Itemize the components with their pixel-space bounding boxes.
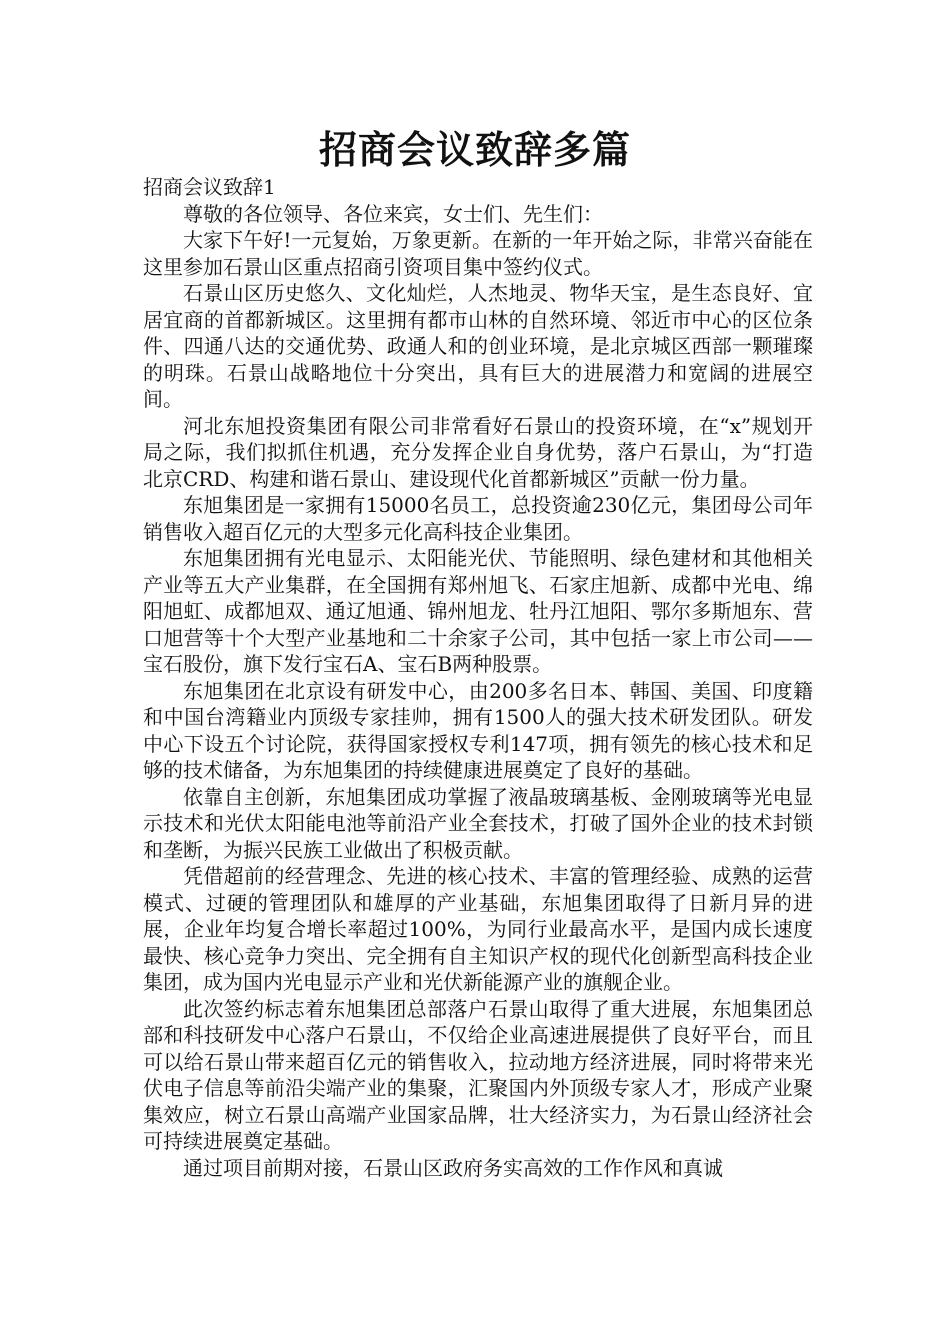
paragraph-growth: 凭借超前的经营理念、先进的核心技术、丰富的管理经验、成熟的运营模式、过硬的管理团队和雄厚的产业基础，东旭集团取得了日新月异的进展，企业年均复合增长率超过100%，为同行业最高水平，是国内成长速度最快、核心竞争力突出、完全拥有自主知识产权的现代化创新型高科技企业集团，成为国内光电显示产业和光伏新能源产业的旗舰企业。 bbox=[143, 864, 813, 994]
section-heading: 招商会议致辞1 bbox=[143, 175, 276, 199]
paragraph-greeting: 大家下午好!一元复始，万象更新。在新的一年开始之际，非常兴奋能在这里参加石景山区重点招商引资项目集中签约仪式。 bbox=[143, 228, 813, 279]
paragraph-group-overview: 东旭集团是一家拥有15000名员工，总投资逾230亿元，集团母公司年销售收入超百亿元的大型多元化高科技企业集团。 bbox=[143, 493, 813, 544]
paragraph-innovation: 依靠自主创新，东旭集团成功掌握了液晶玻璃基板、金刚玻璃等光电显示技术和光伏太阳能电池等前沿产业全套技术，打破了国外企业的技术封锁和垄断，为振兴民族工业做出了积极贡献。 bbox=[143, 784, 813, 862]
document-body bbox=[143, 174, 813, 1181]
paragraph-district-intro: 石景山区历史悠久、文化灿烂，人杰地灵、物华天宝，是生态良好、宜居宜商的首都新城区。这里拥有都市山林的自然环境、邻近市中心的区位条件、四通八达的交通优势、政通人和的创业环境，是北京城区西部一颗璀璨的明珠。石景山战略地位十分突出，具有巨大的进展潜力和宽阔的进展空间。 bbox=[143, 281, 813, 411]
paragraph-cooperation: 通过项目前期对接，石景山区政府务实高效的工作作风和真诚 bbox=[183, 1155, 723, 1180]
paragraph-industry-clusters: 东旭集团拥有光电显示、太阳能光伏、节能照明、绿色建材和其他相关产业等五大产业集群，在全国拥有郑州旭飞、石家庄旭新、成都中光电、绵阳旭虹、成都旭双、通辽旭通、锦州旭龙、牡丹江旭阳、鄂尔多斯旭东、营口旭营等十个大型产业基地和二十余家子公司，其中包括一家上市公司——宝石股份，旗下发行宝石A、宝石B两种股票。 bbox=[143, 546, 813, 676]
document-title: 招商会议致辞多篇 bbox=[318, 127, 631, 172]
paragraph-investment-intent: 河北东旭投资集团有限公司非常看好石景山的投资环境，在“x”规划开局之际，我们拟抓住机遇，充分发挥企业自身优势，落户石景山，为“打造北京CRD、构建和谐石景山、建设现代化首都新城区”贡献一份力量。 bbox=[143, 413, 813, 491]
paragraph-signing-significance: 此次签约标志着东旭集团总部落户石景山取得了重大进展，东旭集团总部和科技研发中心落户石景山，不仅给企业高速进展提供了良好平台，而且可以给石景山带来超百亿元的销售收入，拉动地方经济进展，同时将带来光伏电子信息等前沿尖端产业的集聚，汇聚国内外顶级专家人才，形成产业聚集效应，树立石景山高端产业国家品牌，壮大经济实力，为石景山经济社会可持续进展奠定基础。 bbox=[143, 996, 813, 1153]
paragraph-salutation: 尊敬的各位领导、各位来宾，女士们、先生们： bbox=[183, 201, 603, 226]
paragraph-rd-center: 东旭集团在北京设有研发中心，由200多名日本、韩国、美国、印度籍和中国台湾籍业内顶级专家挂帅，拥有1500人的强大技术研发团队。研发中心下设五个讨论院，获得国家授权专利147项，拥有领先的核心技术和足够的技术储备，为东旭集团的持续健康进展奠定了良好的基础。 bbox=[143, 678, 813, 782]
